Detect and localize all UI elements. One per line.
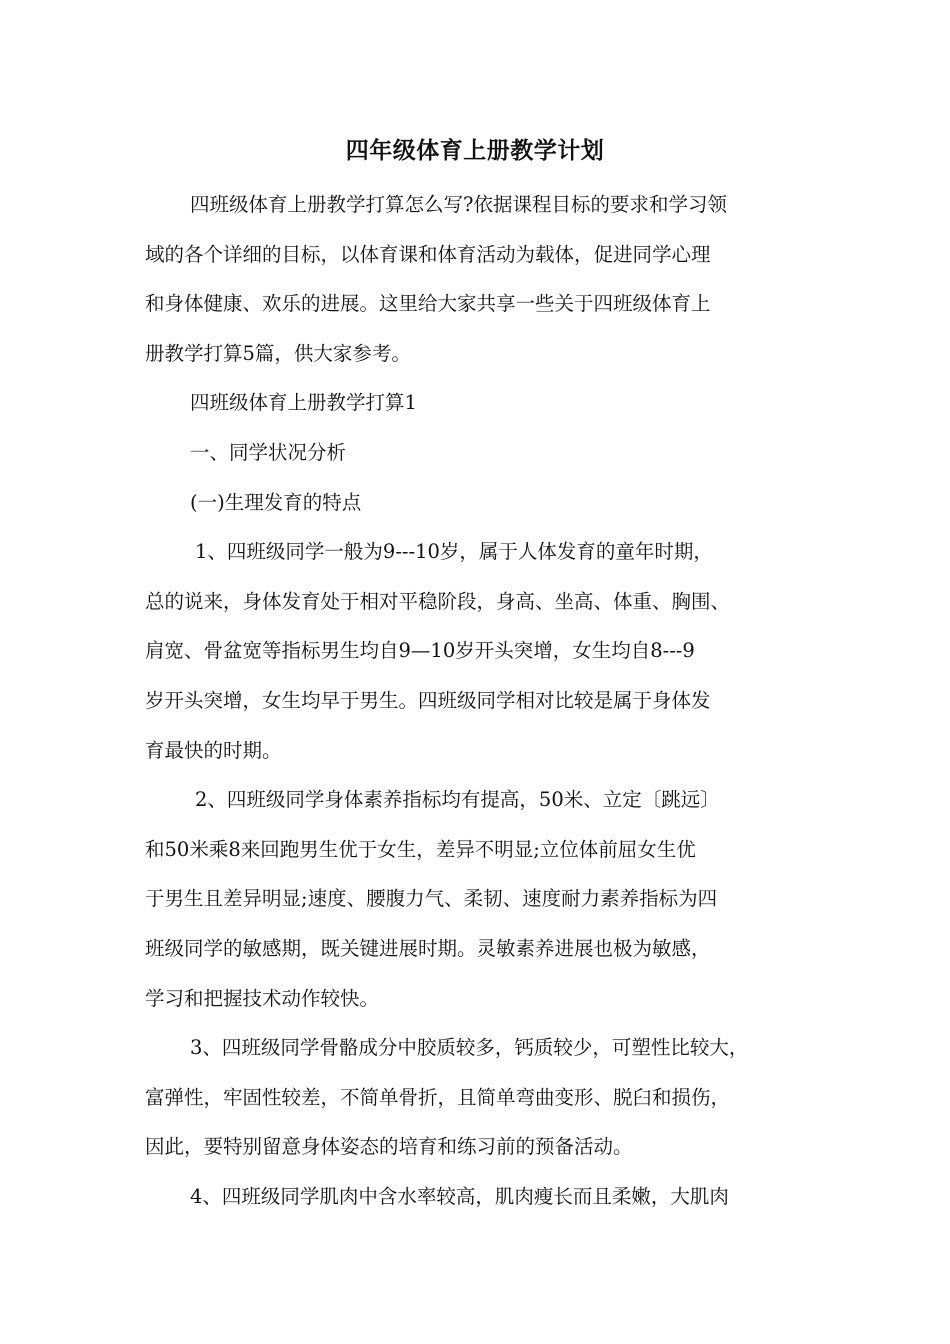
text-line: 3、四班级同学骨骼成分中胶质较多，钙质较少，可塑性比较大， — [190, 1036, 749, 1060]
text-line: 一、同学状况分析 — [190, 440, 347, 464]
text-line: (一)生理发育的特点 — [190, 490, 362, 514]
text-line: 学习和把握技术动作较快。 — [145, 986, 380, 1010]
text-line: 域的各个详细的目标，以体育课和体育活动为载体，促进同学心理 — [145, 242, 711, 266]
text-line: 肩宽、骨盆宽等指标男生均自9—10岁开头突增，女生均自8---9 — [145, 639, 695, 663]
text-line: 四班级体育上册教学打算1 — [190, 391, 417, 415]
text-line: 因此，要特别留意身体姿态的培育和练习前的预备活动。 — [145, 1135, 633, 1159]
text-line: 岁开头突增，女生均早于男生。四班级同学相对比较是属于身体发 — [145, 688, 711, 712]
text-line: 于男生且差异明显;速度、腰腹力气、柔韧、速度耐力素养指标为四 — [145, 887, 718, 911]
text-line: 和50米乘8来回跑男生优于女生，差异不明显;立位体前屈女生优 — [145, 837, 696, 861]
document-body — [145, 180, 810, 1221]
text-line: 富弹性，牢固性较差，不简单骨折，且简单弯曲变形、脱臼和损伤， — [145, 1085, 731, 1109]
document-title: 四年级体育上册教学计划 — [345, 137, 605, 164]
text-line: 1、四班级同学一般为9---10岁，属于人体发育的童年时期， — [195, 540, 713, 564]
text-line: 总的说来，身体发育处于相对平稳阶段，身高、坐高、体重、胸围、 — [145, 589, 731, 613]
text-line: 和身体健康、欢乐的进展。这里给大家共享一些关于四班级体育上 — [145, 292, 711, 316]
text-line: 四班级体育上册教学打算怎么写?依据课程目标的要求和学习领 — [190, 193, 727, 216]
text-line: 4、四班级同学肌肉中含水率较高，肌肉瘦长而且柔嫩，大肌肉 — [190, 1184, 729, 1208]
text-line: 育最快的时期。 — [145, 738, 282, 762]
text-line: 班级同学的敏感期，既关键进展时期。灵敏素养进展也极为敏感， — [145, 936, 711, 960]
text-line: 册教学打算5篇，供大家参考。 — [145, 341, 411, 365]
text-line: 2、四班级同学身体素养指标均有提高，50米、立定〔跳远〕 — [195, 788, 720, 812]
